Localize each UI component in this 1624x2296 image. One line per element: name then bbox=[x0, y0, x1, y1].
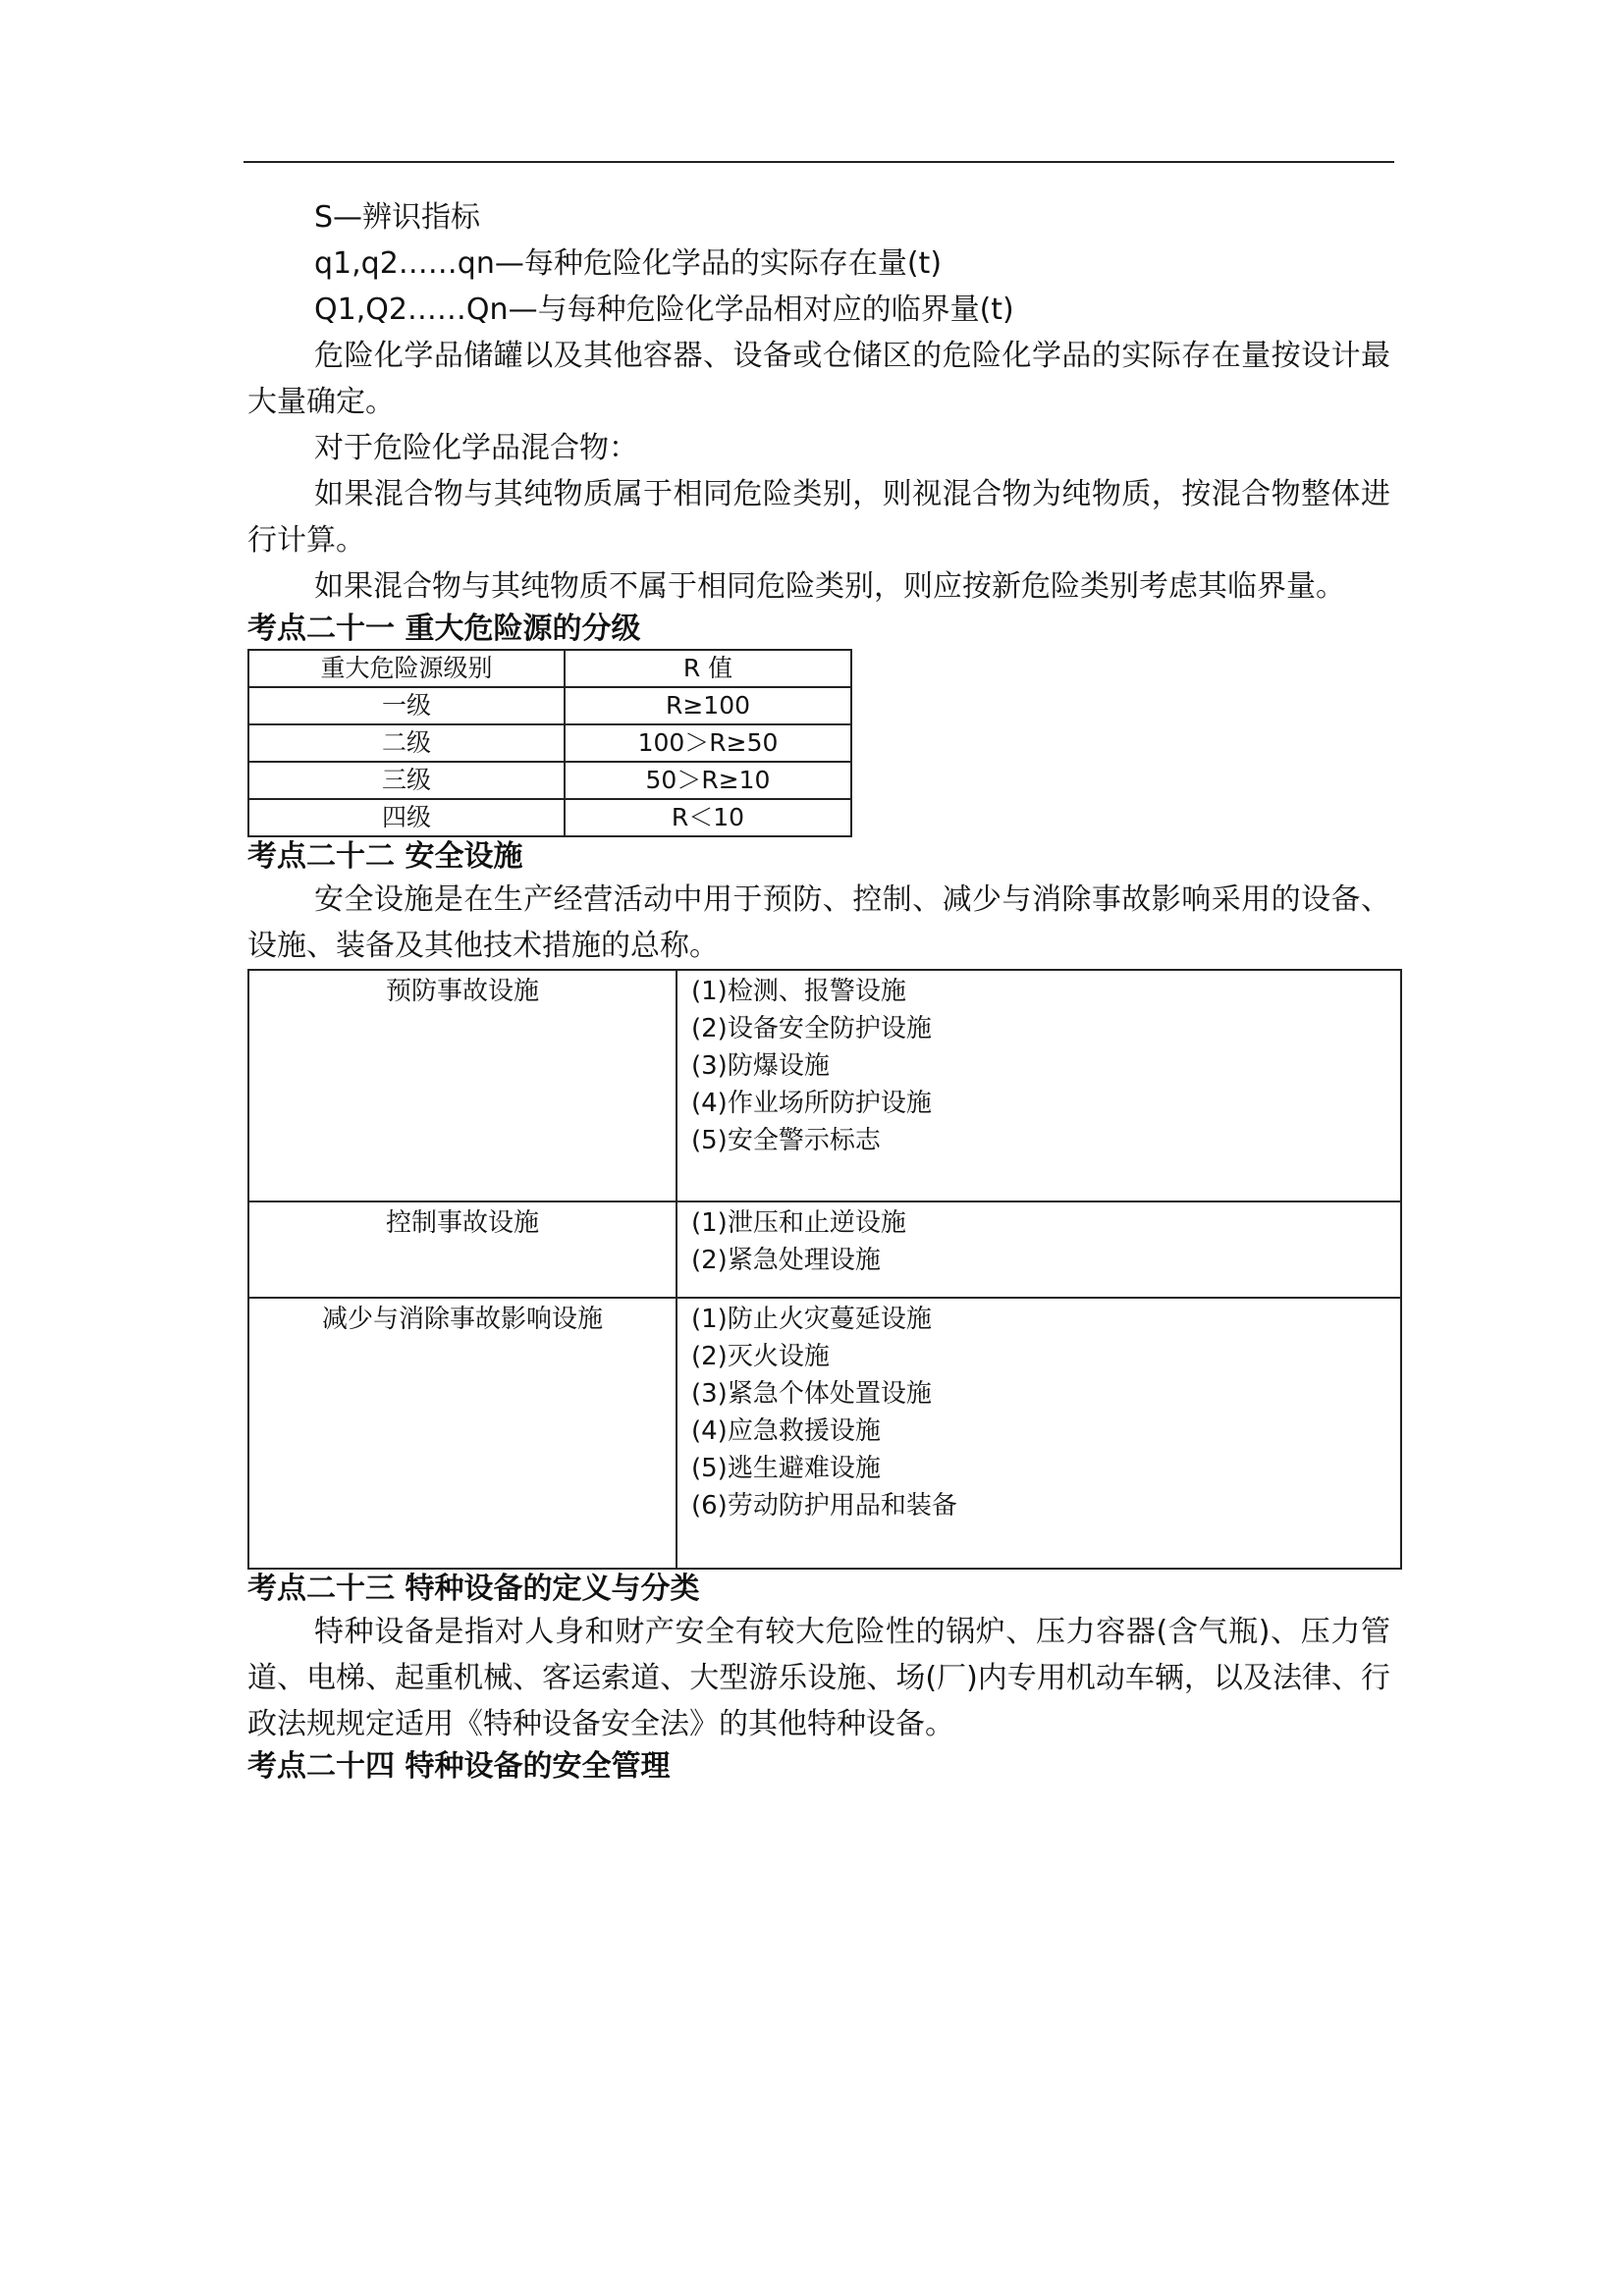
r-value-cell: R≥100 bbox=[565, 687, 851, 724]
category-cell: 控制事故设施 bbox=[248, 1201, 677, 1298]
table-row bbox=[248, 724, 851, 762]
list-item: (5)逃生避难设施 bbox=[691, 1454, 881, 1483]
category-cell: 减少与消除事故影响设施 bbox=[248, 1298, 677, 1569]
table-row bbox=[248, 687, 851, 724]
section-23-heading: 考点二十三 特种设备的定义与分类 bbox=[247, 1572, 700, 1606]
table-row bbox=[248, 1201, 1401, 1298]
safety-facility-definition: 安全设施是在生产经营活动中用于预防、控制、减少与消除事故影响采用的设备、设施、装备及其他技术措施的总称。 bbox=[247, 882, 1390, 963]
list-item: (1)防止火灾蔓延设施 bbox=[691, 1305, 932, 1334]
s-definition: S—辨识指标 bbox=[314, 200, 481, 235]
mixture-intro: 对于危险化学品混合物： bbox=[314, 431, 638, 465]
list-item: (2)设备安全防护设施 bbox=[691, 1014, 932, 1043]
r-value-cell: R＜10 bbox=[565, 799, 851, 836]
r-value-cell: 100＞R≥50 bbox=[565, 724, 851, 762]
list-item: (6)劳动防护用品和装备 bbox=[691, 1491, 957, 1521]
section-21-heading: 考点二十一 重大危险源的分级 bbox=[247, 612, 641, 646]
list-item: (2)灭火设施 bbox=[691, 1342, 830, 1371]
category-cell: 预防事故设施 bbox=[248, 970, 677, 1201]
list-item: (5)安全警示标志 bbox=[691, 1126, 881, 1155]
table-row bbox=[248, 1298, 1401, 1569]
list-item: (4)作业场所防护设施 bbox=[691, 1089, 932, 1118]
section-24-heading: 考点二十四 特种设备的安全管理 bbox=[247, 1749, 671, 1784]
list-item: (3)紧急个体处置设施 bbox=[691, 1379, 932, 1409]
Q-definition: Q1,Q2……Qn—与每种危险化学品相对应的临界量(t) bbox=[314, 293, 1014, 327]
items-cell bbox=[677, 1201, 1401, 1298]
mixture-different-class: 如果混合物与其纯物质不属于相同危险类别，则应按新危险类别考虑其临界量。 bbox=[314, 569, 1345, 604]
list-item: (4)应急救援设施 bbox=[691, 1416, 881, 1446]
header-rule bbox=[244, 161, 1394, 163]
header-r-value: R 值 bbox=[565, 650, 851, 687]
list-item: (1)泄压和止逆设施 bbox=[691, 1208, 906, 1238]
special-equipment-definition: 特种设备是指对人身和财产安全有较大危险性的锅炉、压力容器(含气瓶)、压力管道、电梯、起重机械、客运索道、大型游乐设施、场(厂)内专用机动车辆，以及法律、行政法规规定适用《特种设备安全法》的其他特种设备。 bbox=[247, 1615, 1390, 1741]
q-definition: q1,q2……qn—每种危险化学品的实际存在量(t) bbox=[314, 246, 943, 281]
level-cell: 二级 bbox=[248, 724, 565, 762]
level-cell: 三级 bbox=[248, 762, 565, 799]
table-row bbox=[248, 799, 851, 836]
level-cell: 一级 bbox=[248, 687, 565, 724]
header-level: 重大危险源级别 bbox=[248, 650, 565, 687]
table-header-row bbox=[248, 650, 851, 687]
table-row bbox=[248, 762, 851, 799]
list-item: (1)检测、报警设施 bbox=[691, 977, 906, 1006]
items-cell bbox=[677, 1298, 1401, 1569]
list-item: (3)防爆设施 bbox=[691, 1051, 830, 1081]
mixture-same-class: 如果混合物与其纯物质属于相同危险类别，则视混合物为纯物质，按混合物整体进行计算。 bbox=[247, 477, 1390, 558]
section-22-heading: 考点二十二 安全设施 bbox=[247, 839, 523, 874]
level-cell: 四级 bbox=[248, 799, 565, 836]
hazard-grade-table bbox=[247, 649, 852, 837]
items-cell bbox=[677, 970, 1401, 1201]
r-value-cell: 50＞R≥10 bbox=[565, 762, 851, 799]
list-item: (2)紧急处理设施 bbox=[691, 1246, 881, 1275]
document-body bbox=[247, 194, 1390, 1787]
storage-note: 危险化学品储罐以及其他容器、设备或仓储区的危险化学品的实际存在量按设计最大量确定。 bbox=[247, 339, 1390, 419]
safety-facility-table bbox=[247, 969, 1402, 1570]
table-row bbox=[248, 970, 1401, 1201]
